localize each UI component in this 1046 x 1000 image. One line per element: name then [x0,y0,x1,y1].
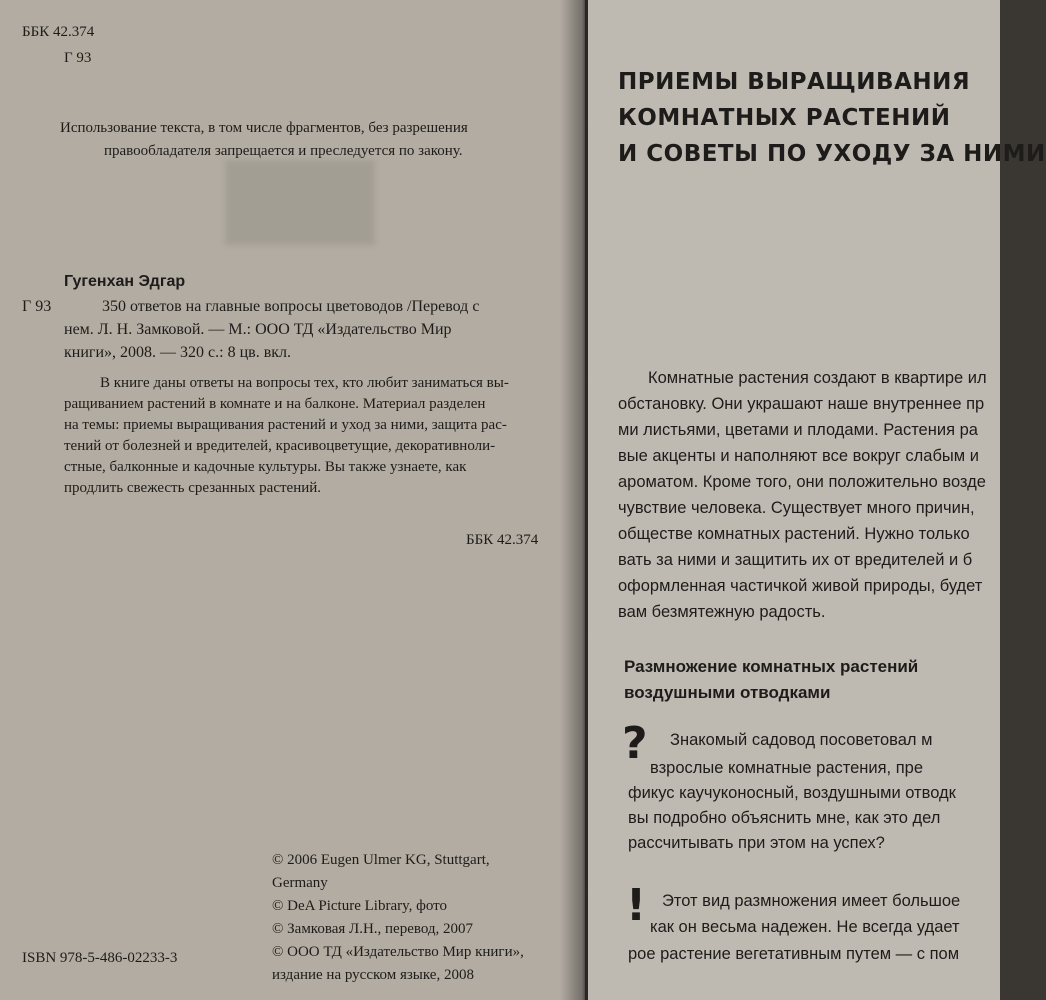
intro-line-3: ми листьями, цветами и плодами. Растения ра [618,421,978,439]
question-line-5: рассчитывать при этом на успех? [628,834,885,852]
author-name: Гугенхан Эдгар [64,273,186,290]
answer-line-3: рое растение вегетативным путем — с пом [628,945,960,963]
bib-line-3: книги», 2008. — 320 с.: 8 цв. вкл. [64,344,291,361]
question-line-1: Знакомый садовод посоветовал м [670,731,933,749]
intro-line-5: ароматом. Кроме того, они положительно возде [618,473,986,491]
answer-line-1: Этот вид размножения имеет большое [662,892,961,910]
question-line-4: вы подробно объяснить мне, как это дел [628,809,941,827]
copyright-notice-line-2: правообладателя запрещается и преследуется по закону. [104,143,463,159]
annotation-line-2: ращиванием растений в комнате и на балконе. Материал разделен [64,396,486,412]
section-title-line-1: Размножение комнатных растений [624,657,919,676]
answer-line-2: как он весьма надежен. Не всегда удает [650,918,960,936]
intro-line-1: Комнатные растения создают в квартире ил [648,369,987,387]
catalog-code: Г 93 [22,298,52,315]
exclamation-mark-icon: ! [626,880,647,931]
credit-line-2: Germany [272,875,328,891]
isbn: ISBN 978-5-486-02233-3 [22,950,178,966]
intro-line-6: чувствие человека. Существует много причин, [618,499,975,517]
question-mark-icon: ? [622,718,648,769]
annotation-line-5: стные, балконные и кадочные культуры. Вы также узнаете, как [64,459,467,475]
question-line-3: фикус каучуконосный, воздушными отводк [628,784,956,802]
intro-line-9: оформленная частичкой живой природы, будет [618,577,983,595]
chapter-title-line-3: И СОВЕТЫ ПО УХОДУ ЗА НИМИ [618,141,1046,167]
intro-line-10: вам безмятежную радость. [618,603,826,621]
bbk-code-top: ББК 42.374 [22,24,95,40]
bib-line-2: нем. Л. Н. Замковой. — М.: ООО ТД «Издательство Мир [64,321,452,338]
bib-line-1: 350 ответов на главные вопросы цветоводов /Перевод с [102,298,480,315]
annotation-line-4: тений от болезней и вредителей, красивоцветущие, декоративноли- [64,438,496,454]
copyright-notice-line-1: Использование текста, в том числе фрагментов, без разрешения [60,120,468,136]
annotation-line-1: В книге даны ответы на вопросы тех, кто любит заниматься вы- [100,375,509,391]
intro-line-4: вые акценты и наполняют все вокруг слабым и [618,447,979,465]
catalog-code-top: Г 93 [64,50,92,66]
question-line-2: взрослые комнатные растения, пре [650,759,924,777]
chapter-title-line-1: ПРИЕМЫ ВЫРАЩИВАНИЯ [618,69,971,95]
print-through-smudge [225,160,375,245]
right-page [588,0,1046,1000]
credit-line-5: © ООО ТД «Издательство Мир книги», [272,944,524,960]
annotation-line-3: на темы: приемы выращивания растений и уход за ними, защита рас- [64,417,507,433]
intro-line-8: вать за ними и защитить их от вредителей и б [618,551,973,569]
intro-line-7: обществе комнатных растений. Нужно только [618,525,970,543]
bbk-code-bottom: ББК 42.374 [466,532,539,548]
credit-line-3: © DeA Picture Library, фото [272,898,448,914]
credit-line-1: © 2006 Eugen Ulmer KG, Stuttgart, [272,852,490,868]
credit-line-4: © Замковая Л.Н., перевод, 2007 [272,921,474,937]
section-title-line-2: воздушными отводками [624,683,831,702]
chapter-title-line-2: КОМНАТНЫХ РАСТЕНИЙ [618,105,951,131]
intro-line-2: обстановку. Они украшают наше внутреннее пр [618,395,985,413]
annotation-line-6: продлить свежесть срезанных растений. [64,480,322,496]
credit-line-6: издание на русском языке, 2008 [272,967,474,983]
